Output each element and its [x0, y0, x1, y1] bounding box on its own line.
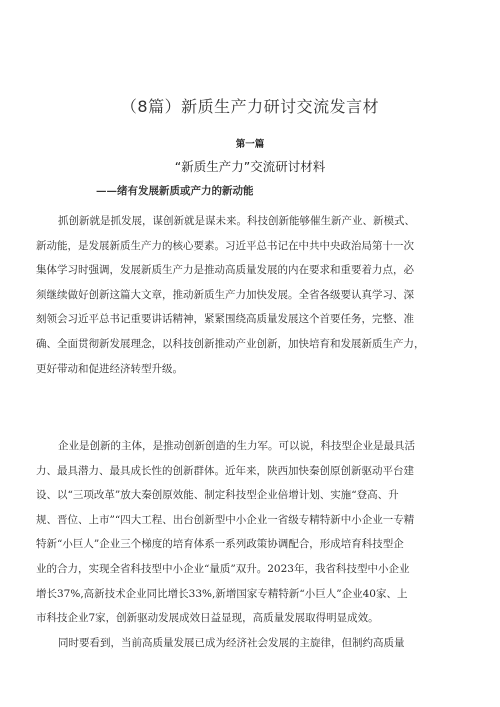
paragraph-2	[36, 434, 462, 631]
document-title: （8篇）新质生产力研讨交流发言材	[120, 97, 380, 116]
paragraph-line: 确、全面贯彻新发展理念，以科技创新推动产业创新，加快培育和发展新质生产力，	[36, 337, 425, 350]
part-label: 第一篇	[235, 139, 265, 150]
paragraph-3	[36, 631, 462, 656]
paragraph-line: 更好带动和促进经济转型升级。	[36, 362, 183, 375]
paragraph-line: 企业是创新的主体，是推动创新创造的生力军。可以说，科技型企业是最具活	[58, 440, 415, 452]
paragraph-line: 须继续做好创新这篇大文章，推动新质生产力加快发展。全省各级要认真学习、深	[36, 288, 414, 301]
paragraph-1	[36, 209, 462, 381]
paragraph-line: 增长37%,高新技术企业同比增长33%,新增国家专精特新“小巨人”企业40家、上	[36, 587, 408, 600]
paragraph-line: 市科技企业7家，创新驱动发展成效日益显现，高质量发展取得明显成效。	[36, 612, 379, 625]
paragraph-line: 新动能，是发展新质生产力的核心要素。习近平总书记在中共中央政治局第十一次	[36, 239, 414, 252]
paragraph-line: 刻领会习近平总书记重要讲话精神，紧紧围绕高质量发展这个首要任务，完整、准	[36, 313, 414, 326]
article-title: “新质生产力”交流研讨材料	[174, 159, 326, 174]
paragraph-line: 同时要看到，当前高质量发展已成为经济社会发展的主旋律，但制约高质量	[58, 637, 405, 649]
paragraph-line: 集体学习时强调，发展新质生产力是推动高质量发展的内在要求和重要着力点，必	[36, 264, 414, 277]
paragraph-line: 设、以“三项改革”放大秦创原效能、制定科技型企业倍增计划、实施“登高、升	[36, 489, 399, 502]
paragraph-line: 抓创新就是抓发展，谋创新就是谋未来。科技创新能够催生新产业、新模式、	[58, 215, 415, 227]
paragraph-line: 力、最具潜力、最具成长性的创新群体。近年来，陕西加快秦创原创新驱动平台建	[36, 464, 414, 477]
paragraph-line: 规、晋位、上市”“四大工程、出台创新型中小企业一省级专精特新中小企业一专精	[36, 513, 415, 526]
article-subtitle: ——绪有发展新质或产力的新动能	[96, 185, 254, 197]
paragraph-line: 特新“小巨人”企业三个梯度的培育体系一系列政策协调配合，形成培育科技型企	[36, 538, 404, 551]
paragraph-line: 业的合力，实现全省科技型中小企业“量质”双升。2023年，我省科技型中小企业	[36, 562, 410, 575]
